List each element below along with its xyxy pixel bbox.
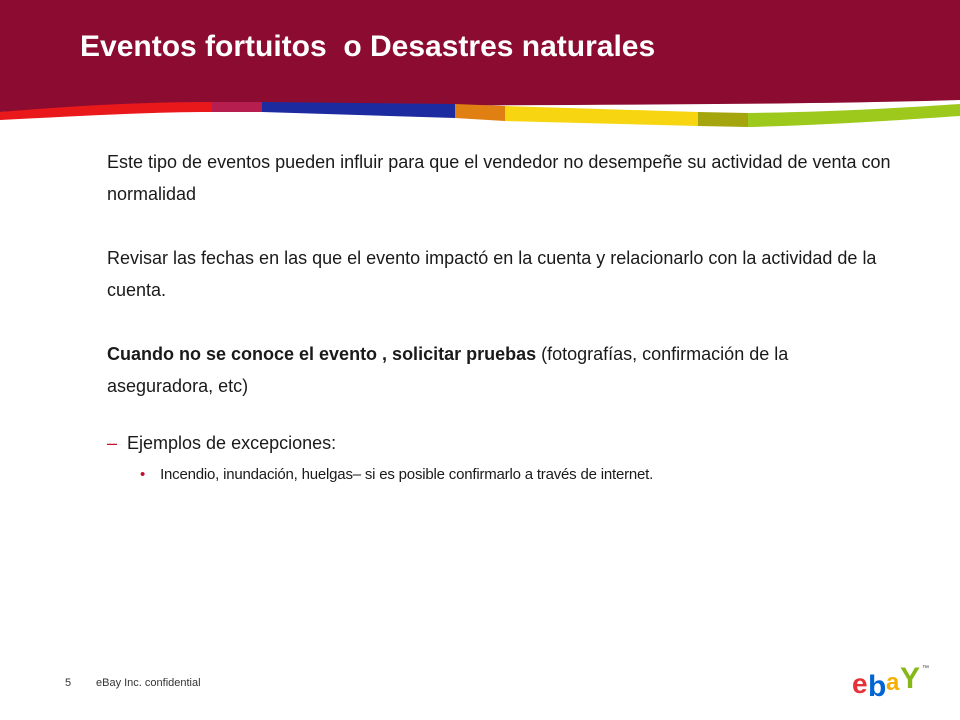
evidence-details: (fotografías, confirmación de la aseguradora, etc) — [107, 344, 789, 396]
stripe-orange — [455, 104, 505, 121]
logo-letter-e: e — [852, 668, 868, 699]
slide-body — [107, 146, 897, 486]
slide-title: Eventos fortuitos o Desastres naturales — [80, 30, 656, 63]
confidential-label: eBay Inc. confidential — [96, 677, 201, 689]
paragraph-events-influence: Este tipo de eventos pueden influir para que el vendedor no desempeñe su actividad de venta con normalidad — [107, 152, 891, 204]
logo-letter-a: a — [886, 669, 900, 696]
title-bar-background — [0, 0, 960, 130]
paragraph-request-evidence — [107, 338, 897, 402]
paragraph-review-dates: Revisar las fechas en las que el evento impactó en la cuenta y relacionarlo con la actividad de la cuenta. — [107, 248, 877, 300]
stripe-green — [748, 104, 960, 127]
stripe-magenta — [212, 102, 262, 112]
title-bar — [0, 0, 960, 130]
stripe-yellow — [505, 106, 698, 126]
examples-heading-text: Ejemplos de excepciones: — [127, 433, 337, 453]
stripe-blue — [262, 102, 455, 118]
logo-letter-y: Y — [900, 662, 921, 695]
example-bullet — [140, 464, 897, 486]
evidence-emphasis: Cuando no se conoce el evento , solicitar pruebas — [107, 344, 537, 364]
logo-letter-b: b — [868, 670, 887, 700]
dash-marker: – — [107, 433, 118, 453]
bullet-icon: • — [140, 466, 146, 483]
examples-heading — [107, 430, 897, 456]
logo-trademark: ™ — [922, 665, 929, 672]
page-number: 5 — [65, 677, 72, 689]
stripe-olive — [698, 112, 748, 127]
ebay-logo-icon — [850, 660, 930, 700]
example-bullet-text: Incendio, inundación, huelgas– si es posible confirmarlo a través de internet. — [160, 466, 654, 483]
